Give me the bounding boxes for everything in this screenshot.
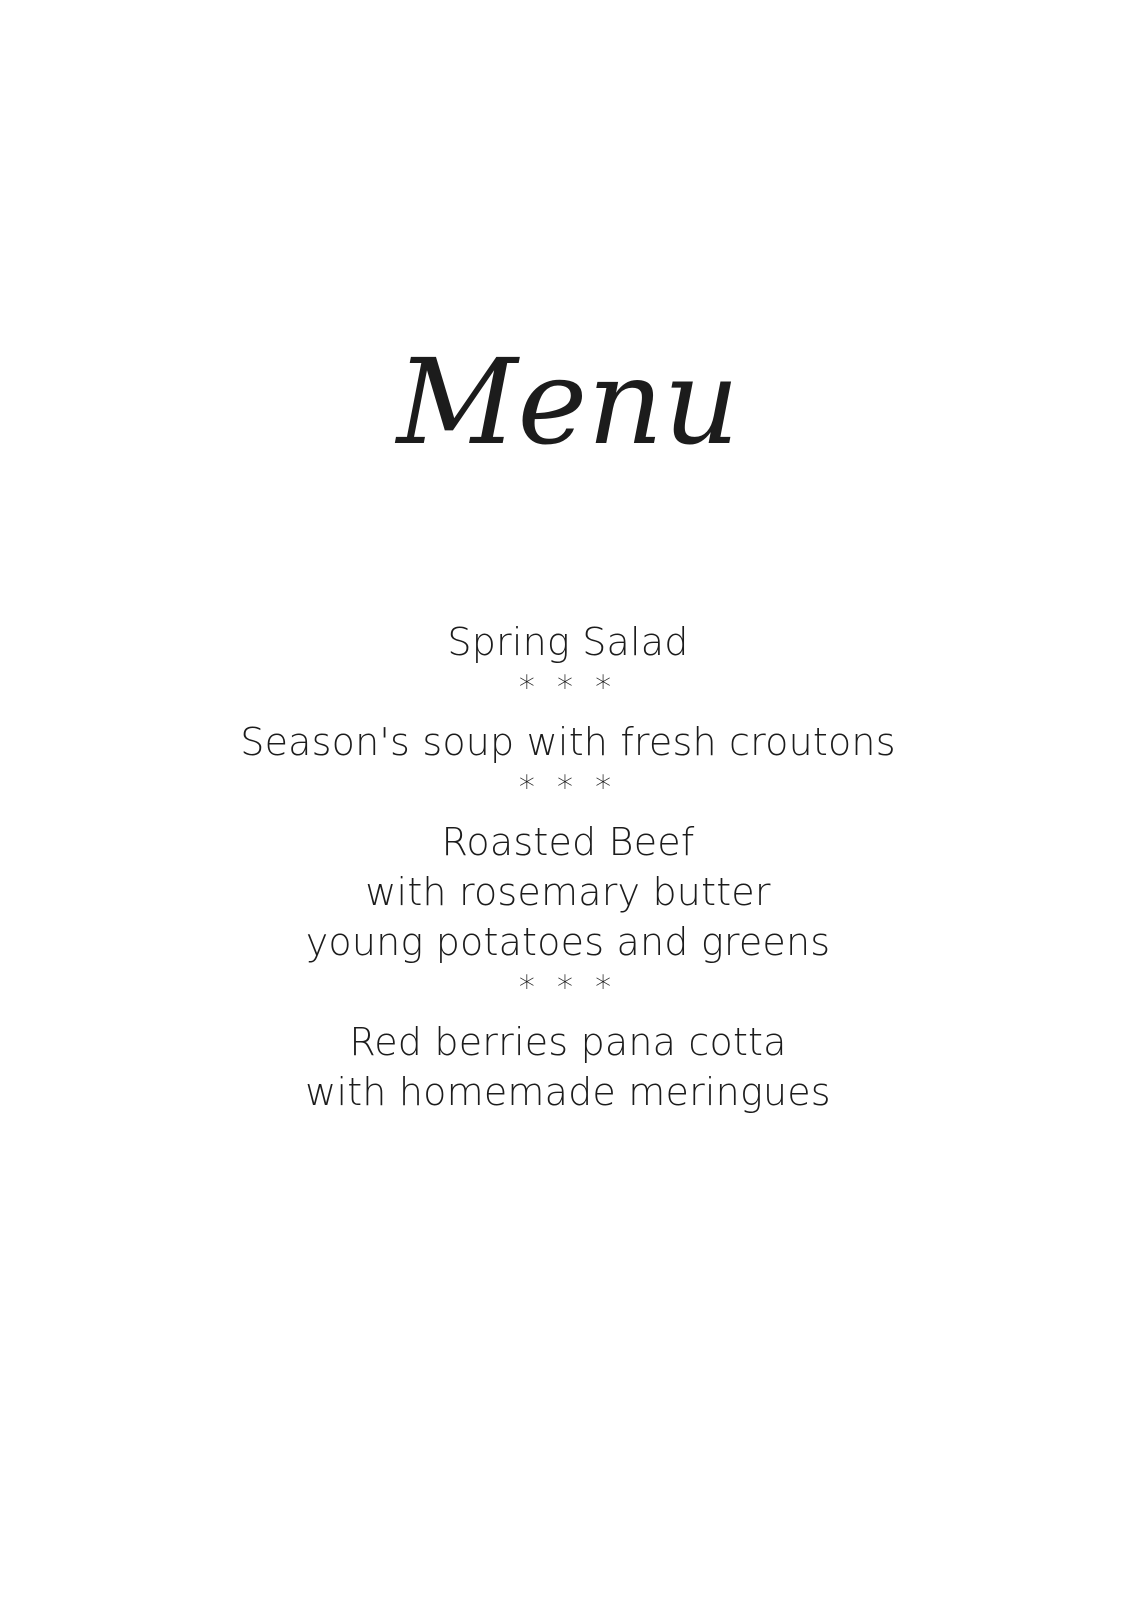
menu-title — [0, 318, 1136, 488]
course-4-line-1: Red berries pana cotta — [349, 1020, 787, 1064]
menu-title-text: Menu — [396, 333, 740, 471]
menu-title-script — [398, 318, 738, 488]
course-separator: * * * — [518, 768, 618, 806]
course-separator: * * * — [518, 668, 618, 706]
course-3-line-2: with rosemary butter — [365, 870, 771, 914]
course-1-line-1: Spring Salad — [447, 620, 689, 664]
menu-courses — [0, 617, 1136, 1117]
course-3-line-1: Roasted Beef — [441, 820, 695, 864]
course-3-line-3: young potatoes and greens — [305, 920, 831, 964]
course-4-line-2: with homemade meringues — [305, 1070, 831, 1114]
course-2-line-1: Season's soup with fresh croutons — [240, 720, 896, 764]
course-separator: * * * — [518, 968, 618, 1006]
